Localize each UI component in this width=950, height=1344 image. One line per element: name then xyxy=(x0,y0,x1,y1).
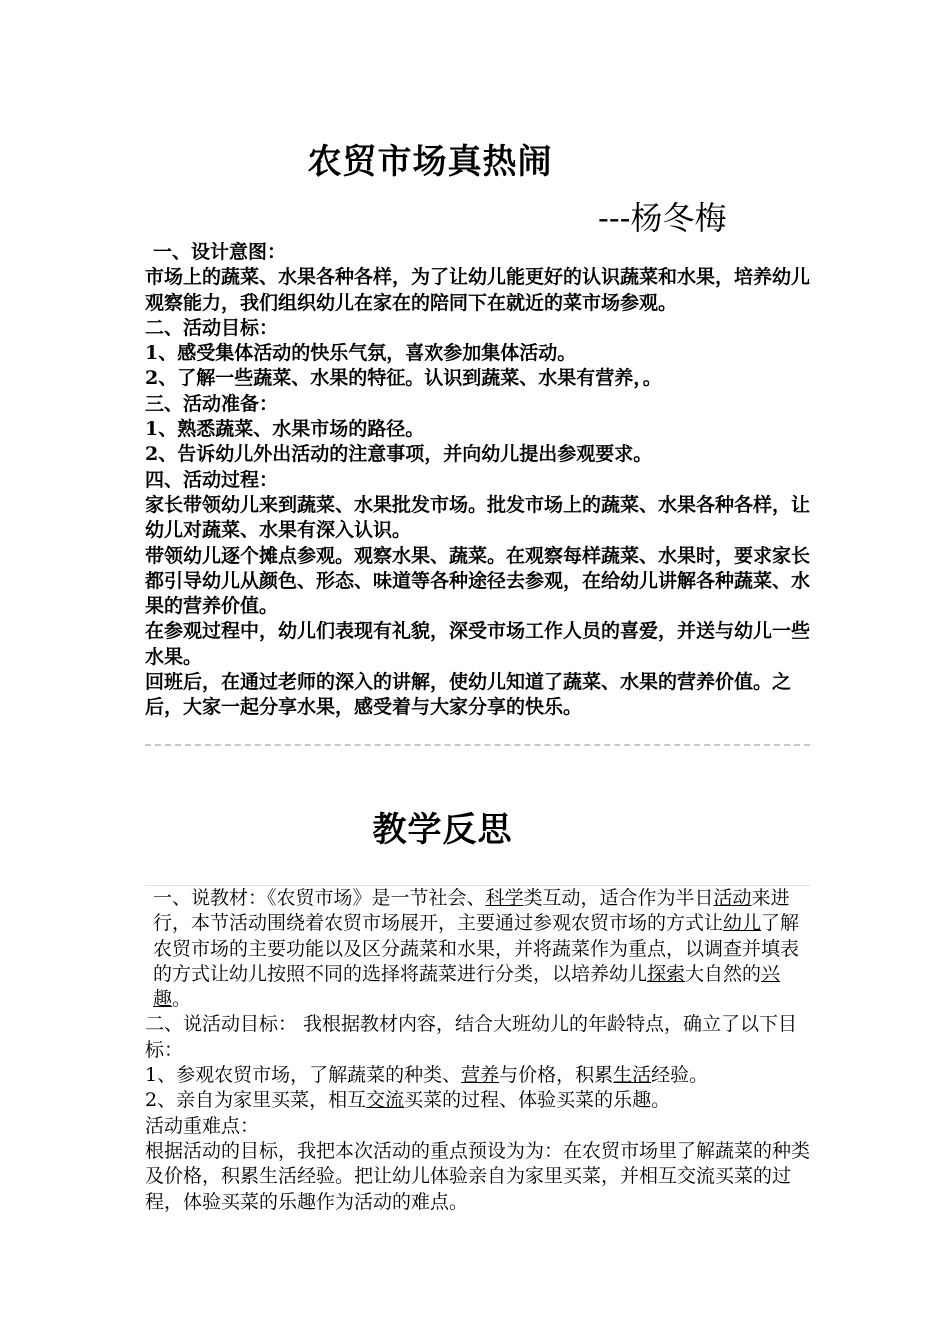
link-activity[interactable]: 活动 xyxy=(713,887,752,909)
goal-item-1: 1、感受集体活动的快乐气氛，喜欢参加集体活动。 xyxy=(145,342,577,365)
text-run: 。 xyxy=(172,988,192,1011)
text-run: 与价格，积累 xyxy=(499,1064,614,1087)
document-title: 农贸市场真热闹 xyxy=(307,142,553,182)
goal-item-2: 2、了解一些蔬菜、水果的特征。认识到蔬菜、水果有营养，。 xyxy=(145,367,662,390)
reflection-paragraph-1 xyxy=(145,886,815,1012)
reflection-paragraph-4 xyxy=(145,1088,815,1113)
author-line: ---杨冬梅 xyxy=(598,199,727,237)
link-life[interactable]: 生活 xyxy=(613,1064,652,1087)
reflection-title: 教学反思 xyxy=(372,810,513,850)
reflection-paragraph-2: 二、说活动目标： 我根据教材内容，结合大班幼儿的年龄特点，确立了以下目标： xyxy=(145,1013,798,1061)
text-run: 类互动，适合作为半日 xyxy=(523,887,714,909)
link-interest[interactable]: 兴趣 xyxy=(153,962,781,1011)
text-run: 了解农贸市场的主要功能以及区分蔬菜和水果，并将蔬菜作为重点，以调查并填表的方式让幼儿按照不同的选择将蔬菜进行分类，以培养幼儿 xyxy=(153,912,800,985)
prep-item-1: 1、熟悉蔬菜、水果市场的路径。 xyxy=(145,418,425,441)
link-children[interactable]: 幼儿 xyxy=(723,912,762,935)
text-run: 一、说教材：《农贸市场》是一节社会、 xyxy=(153,887,486,909)
text-run: 2、亲自为家里买菜，相互 xyxy=(145,1089,367,1112)
process-heading: 四、活动过程： xyxy=(145,468,279,491)
text-run: 经验。 xyxy=(651,1064,709,1087)
process-paragraph-1: 家长带领幼儿来到蔬菜、水果批发市场。批发市场上的蔬菜、水果各种各样，让幼儿对蔬菜、水果有深入认识。 xyxy=(145,493,811,542)
design-paragraph: 市场上的蔬菜、水果各种各样，为了让幼儿能更好的认识蔬菜和水果，培养幼儿观察能力，我们组织幼儿在家在的陪同下在就近的菜市场参观。 xyxy=(145,266,811,314)
prep-heading: 三、活动准备： xyxy=(145,392,279,415)
text-run: 1、参观农贸市场，了解蔬菜的种类、 xyxy=(145,1064,462,1087)
link-nutrition[interactable]: 营养 xyxy=(461,1064,500,1087)
text-run: 买菜的过程、体验买菜的乐趣。 xyxy=(404,1089,671,1112)
text-run: 大自然的 xyxy=(685,962,762,985)
link-communicate[interactable]: 交流 xyxy=(366,1089,405,1112)
process-paragraph-4: 回班后，在通过老师的深入的讲解，使幼儿知道了蔬菜、水果的营养价值。之后，大家一起分享水果，感受着与大家分享的快乐。 xyxy=(145,671,792,719)
text-run: 来进行，本节活动围绕着农贸市场展开，主要通过参观农贸市场的方式让 xyxy=(153,887,790,935)
prep-item-2: 2、告诉幼儿外出活动的注意事项，并向幼儿提出参观要求。 xyxy=(145,443,653,466)
reflection-paragraph-5: 活动重难点： xyxy=(145,1114,260,1137)
link-science[interactable]: 科学 xyxy=(485,887,524,909)
lesson-plan-body xyxy=(145,240,815,721)
reflection-paragraph-3 xyxy=(145,1063,815,1088)
reflection-paragraph-6: 根据活动的目标，我把本次活动的重点预设为为：在农贸市场里了解蔬菜的种类及价格，积累生活经验。把让幼儿体验亲自为家里买菜，并相互交流买菜的过程，体验买菜的乐趣作为活动的难点。 xyxy=(145,1139,811,1213)
section-divider xyxy=(145,744,810,746)
process-paragraph-2: 带领幼儿逐个摊点参观。观察水果、蔬菜。在观察每样蔬菜、水果时，要求家长都引导幼儿从颜色、形态、味道等各种途径去参观，在给幼儿讲解各种蔬菜、水果的营养价值。 xyxy=(145,544,811,618)
process-paragraph-3: 在参观过程中，幼儿们表现有礼貌，深受市场工作人员的喜爱，并送与幼儿一些水果。 xyxy=(145,620,811,668)
design-heading: 一、设计意图： xyxy=(153,241,287,263)
link-explore[interactable]: 探索 xyxy=(647,962,686,985)
reflection-body xyxy=(145,886,815,1215)
goal-heading: 二、活动目标： xyxy=(145,316,279,339)
